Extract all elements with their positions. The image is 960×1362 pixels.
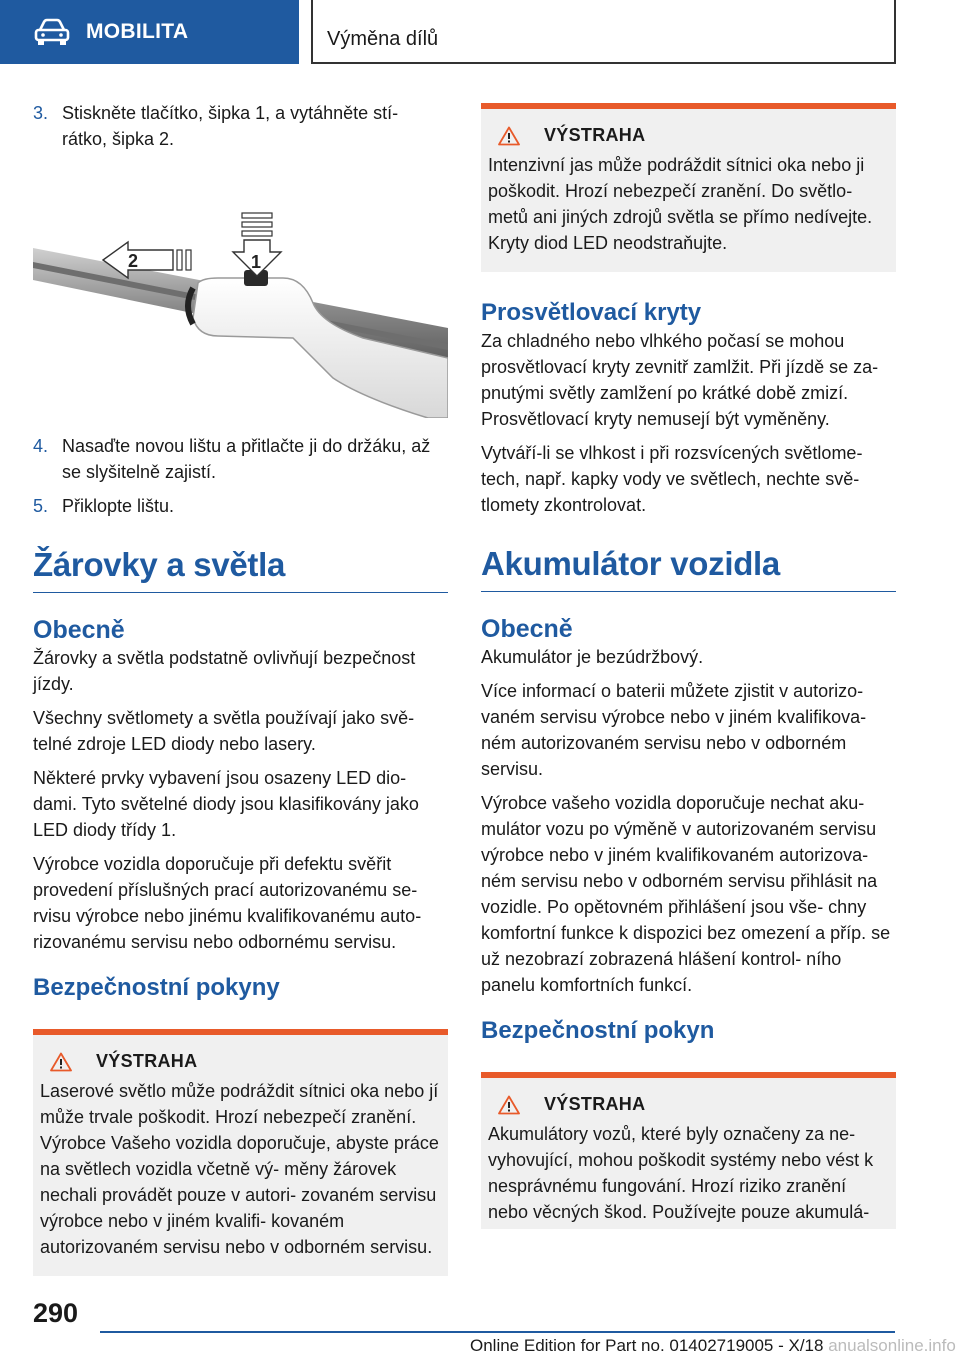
chapter-box	[311, 0, 896, 64]
warning-header	[488, 125, 889, 146]
step-3	[33, 100, 448, 152]
right-column	[481, 100, 896, 1229]
paragraph: Některé prvky vybavení jsou osazeny LED dio- dami. Tyto světelné diody jsou klasifikovány jako LED diody třídy 1.	[33, 768, 419, 840]
warning-title: VÝSTRAHA	[96, 1051, 198, 1071]
warning-text: Akumulátory vozů, které byly označeny za ne- vyhovující, mohou poškodit systémy nebo vést k nesprávnému fungování. Hrozí riziko zranění nebo věcných škod. Používejte pouze akumulá-	[488, 1124, 874, 1222]
subheading-safety: Bezpečnostní pokyny	[33, 974, 280, 1001]
car-icon	[34, 18, 70, 46]
edition-text: Online Edition for Part no. 01402719005 - X/18	[470, 1336, 824, 1355]
warning-box	[481, 1072, 896, 1229]
warning-triangle-icon	[498, 1095, 520, 1115]
chapter-title: Výměna dílů	[327, 28, 439, 50]
paragraph: Žárovky a světla podstatně ovlivňují bezpečnost jízdy.	[33, 648, 416, 694]
warning-title: VÝSTRAHA	[544, 125, 646, 145]
warning-triangle-icon	[50, 1052, 72, 1072]
watermark-text: anualsonline.info	[828, 1336, 956, 1355]
step-number: 4.	[33, 436, 49, 456]
page-header	[0, 0, 960, 66]
heading-bulbs-lights: Žárovky a světla	[33, 545, 448, 593]
paragraph: Výrobce vozidla doporučuje při defektu svěřit provedení příslušných prací autorizovanému se- rvisu výrobce nebo jinému kvalifikovanému auto- rizovanému servisu nebo odbornému servisu.	[33, 854, 422, 952]
section-tab	[0, 0, 299, 64]
paragraph: Všechny světlomety a světla používají jako svě- telné zdroje LED diody nebo lasery.	[33, 708, 415, 754]
warning-box	[481, 103, 896, 272]
step-5	[33, 493, 448, 519]
section-title: MOBILITA	[86, 20, 189, 43]
paragraph: Výrobce vašeho vozidla doporučuje nechat aku- mulátor vozu po výměně v autorizovaném servisu výrobce nebo v jiném kvalifikovaném autorizova- ném servisu nebo v odborném servisu přihlásit na vozidle. Po opětovném přihlášení jsou vše- chny komfortní funkce k dispozici bez omezení a příp. se už nezobrazí zobrazená hlášení kontrol- ního panelu komfortních funkcí.	[481, 793, 891, 995]
arrow-2-label: 2	[127, 251, 139, 271]
paragraph: Vytváří-li se vlhkost i při rozsvícených světlome- tech, např. kapky vody ve světlech, nechte svě- tlomety zkontrolovat.	[481, 443, 863, 515]
paragraph: Akumulátor je bezúdržbový.	[481, 647, 704, 667]
heading-vehicle-battery: Akumulátor vozidla	[481, 544, 896, 592]
footer-divider	[100, 1331, 895, 1333]
subheading-general: Obecně	[33, 616, 125, 644]
warning-title: VÝSTRAHA	[544, 1094, 646, 1114]
wiper-blade-figure	[33, 208, 448, 418]
step-number: 3.	[33, 103, 49, 123]
step-number: 5.	[33, 496, 49, 516]
footer-edition	[470, 1336, 956, 1356]
step-text: Stiskněte tlačítko, šipka 1, a vytáhněte stí- rátko, šipka 2.	[62, 103, 399, 149]
arrow-1-label: 1	[250, 252, 262, 272]
warning-triangle-icon	[498, 126, 520, 146]
warning-header	[40, 1051, 441, 1072]
step-text: Nasaďte novou lištu a přitlačte ji do držáku, až se slyšitelně zajistí.	[62, 436, 431, 482]
subheading-safety-note: Bezpečnostní pokyn	[481, 1017, 715, 1044]
step-4	[33, 433, 448, 485]
warning-text: Laserové světlo může podráždit sítnici oka nebo jí může trvale poškodit. Hrozí nebezpečí zranění. Výrobce Vašeho vozidla doporučuje, abyste práce na světlech vozidla včetně vý- měny žárovek nechali provádět pouze v autori- zovaném servisu výrobce nebo v jiném kvalifi- kovaném autorizovaném servisu nebo v odborném servisu.	[40, 1081, 439, 1257]
warning-header	[488, 1094, 889, 1115]
warning-text: Intenzivní jas může podráždit sítnici oka nebo ji poškodit. Hrozí nebezpečí zranění. Do světlo- metů ani jiných zdrojů světla se přímo nedívejte. Kryty diod LED neodstraňujte.	[488, 155, 873, 253]
page-number: 290	[33, 1298, 79, 1328]
subheading-general: Obecně	[481, 615, 573, 643]
left-column	[33, 100, 448, 1276]
paragraph: Více informací o baterii můžete zjistit v autorizo- vaném servisu výrobce nebo v jiném kvalifikova- ném autorizovaném servisu nebo v odborném servisu.	[481, 681, 867, 779]
subheading-lens-covers: Prosvětlovací kryty	[481, 299, 702, 326]
step-text: Přiklopte lištu.	[62, 496, 175, 516]
paragraph: Za chladného nebo vlhkého počasí se mohou prosvětlovací kryty zevnitř zamlžit. Při jízdě se za- pnutými světly zamlžení po krátké době zmizí. Prosvětlovací kryty nemusejí být vyměněny.	[481, 331, 879, 429]
warning-box	[33, 1029, 448, 1276]
